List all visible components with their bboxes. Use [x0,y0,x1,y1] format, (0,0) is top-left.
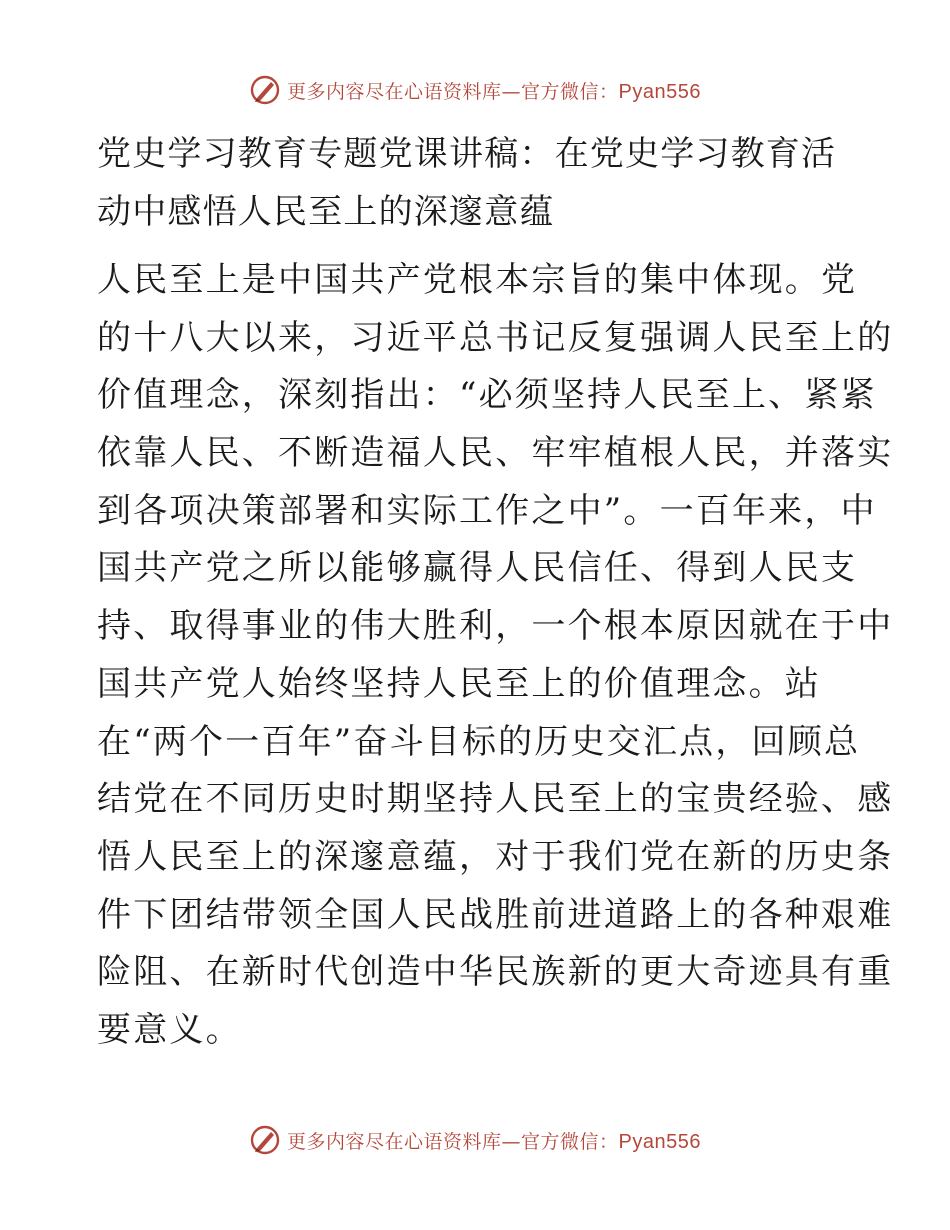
body-line: 人民至上是中国共产党根本宗旨的集中体现。党 [97,260,858,300]
watermark-slogan: 更多内容尽在心语资料库 [287,1130,502,1153]
body-line: 依靠人民、不断造福人民、牢牢植根人民，并落实 [97,433,894,474]
watermark-text [287,77,701,104]
watermark-wechat-label: 官方微信： [521,1130,619,1153]
watermark-wechat-id: Pyan556 [618,80,701,103]
title-line: 党史学习教育专题党课讲稿：在党史学习教育活 [97,134,837,174]
pen-logo-icon [249,1124,281,1156]
pen-logo-icon [249,74,281,106]
watermark-slogan: 更多内容尽在心语资料库 [287,80,502,103]
body-line: 价值理念，深刻指出：“必须坚持人民至上、紧紧 [97,375,877,416]
watermark-wechat-label: 官方微信： [521,80,619,103]
body-line: 国共产党之所以能够赢得人民信任、得到人民支 [97,548,858,589]
body-line: 国共产党人始终坚持人民至上的价值理念。站 [97,663,821,704]
watermark-separator: — [501,1130,522,1153]
header-watermark [0,70,950,110]
document-title [97,126,857,241]
watermark-wechat-id: Pyan556 [618,1130,701,1153]
body-line: 悟人民至上的深邃意蕴，对于我们党在新的历史条 [97,836,894,877]
body-line: 结党在不同历史时期坚持人民至上的宝贵经验、感 [97,779,894,820]
body-line: 持、取得事业的伟大胜利，一个根本原因就在于中 [97,606,894,647]
body-line: 险阻、在新时代创造中华民族新的更大奇迹具有重 [97,952,894,993]
body-line: 件下团结带领全国人民战胜前进道路上的各种艰难 [97,894,894,935]
body-line: 在“两个一百年”奋斗目标的历史交汇点，回顾总 [97,721,861,762]
footer-watermark [0,1120,950,1160]
body-line: 到各项决策部署和实际工作之中”。一百年来，中 [97,490,877,531]
body-line: 要意义。 [97,1009,242,1050]
watermark-text [287,1127,701,1154]
title-line: 动中感悟人民至上的深邃意蕴 [97,191,555,232]
body-line: 的十八大以来，习近平总书记反复强调人民至上的 [97,317,894,358]
body-paragraph [97,252,894,1060]
watermark-separator: — [501,80,522,103]
